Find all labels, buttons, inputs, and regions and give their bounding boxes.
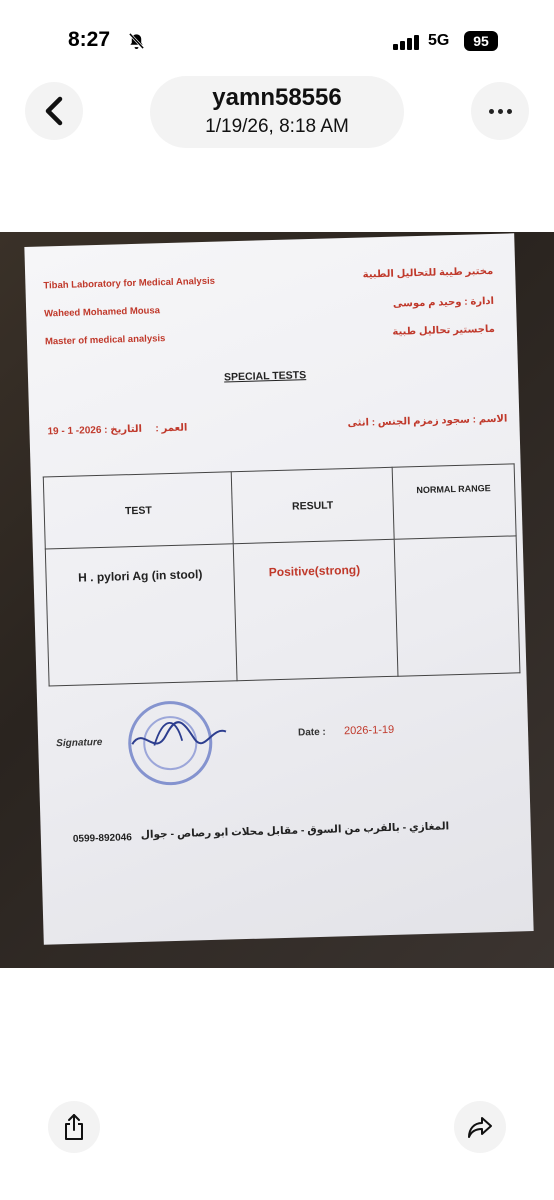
- forward-button[interactable]: [454, 1101, 506, 1153]
- lab-address: المغازي - بالقرب من السوق - مقابل محلات ابو رصاص - جوال: [140, 820, 450, 841]
- forward-icon: [466, 1114, 494, 1140]
- network-type: 5G: [428, 32, 450, 49]
- section-title: SPECIAL TESTS: [223, 369, 307, 384]
- message-title[interactable]: [150, 76, 404, 148]
- lab-name-en: Tibah Laboratory for Medical Analysis: [43, 275, 216, 292]
- report-date-ar: 19 - 1 -2026 : التاريخ: [47, 423, 143, 438]
- results-table: [43, 463, 521, 686]
- signature-scribble: [123, 703, 235, 766]
- table-row: [45, 536, 520, 686]
- lab-name-ar: مختبر طيبة للتحاليل الطبية: [362, 265, 494, 281]
- lab-phone: 0599-892046: [72, 832, 132, 845]
- more-icon: [489, 109, 494, 114]
- test-result: Positive(strong): [234, 539, 398, 680]
- patient-info: [47, 414, 507, 445]
- battery-level: 95: [464, 31, 498, 51]
- director-en: Waheed Mohamed Mousa: [44, 305, 161, 320]
- test-normal-range: [394, 536, 520, 676]
- date-label: Date :: [297, 726, 326, 739]
- message-timestamp: 1/19/26, 8:18 AM: [205, 116, 349, 137]
- status-bar: [0, 0, 554, 80]
- status-time: 8:27: [68, 28, 111, 51]
- patient-age: العمر :: [155, 422, 188, 435]
- signal-icon: [393, 34, 423, 50]
- table-header-row: [43, 464, 516, 549]
- share-button[interactable]: [48, 1101, 100, 1153]
- chevron-left-icon: [43, 96, 65, 126]
- sender-username: yamn58556: [212, 84, 342, 111]
- bell-slash-icon: [128, 32, 145, 50]
- share-icon: [61, 1112, 87, 1142]
- patient-name: الاسم : سجود زمزم الجنس : انثى: [347, 413, 508, 430]
- header-result: RESULT: [232, 467, 394, 543]
- more-button[interactable]: [471, 82, 529, 140]
- director-ar: ادارة : وحيد م موسى: [392, 295, 495, 310]
- header-normal-range: NORMAL RANGE: [392, 464, 516, 539]
- test-name: H . pylori Ag (in stool): [45, 544, 237, 686]
- back-button[interactable]: [25, 82, 83, 140]
- header-test: TEST: [43, 472, 233, 549]
- degree-ar: ماجستير تحاليل طبية: [392, 323, 495, 338]
- degree-en: Master of medical analysis: [44, 333, 166, 348]
- lab-report: [24, 233, 533, 944]
- date-value: 2026-1-19: [343, 723, 395, 738]
- attached-photo[interactable]: [0, 232, 554, 968]
- signature-label: Signature: [56, 736, 103, 750]
